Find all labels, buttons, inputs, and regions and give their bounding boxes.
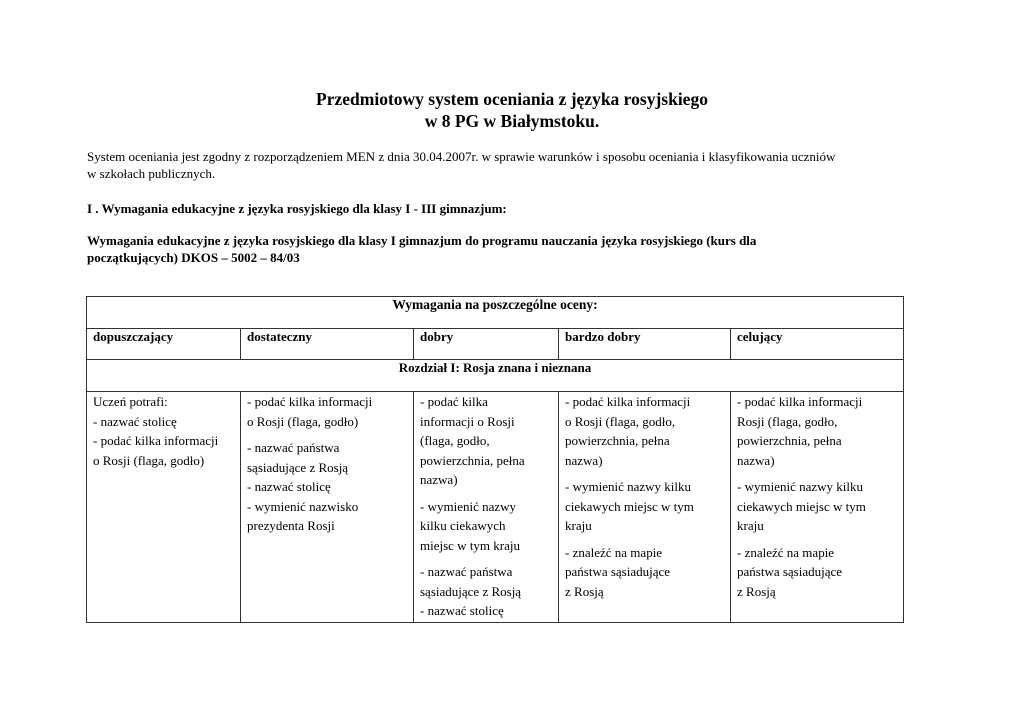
cell-line: - podać kilka informacji — [737, 394, 863, 409]
cell-line: kraju — [737, 518, 764, 533]
cell-line: - nazwać stolicę — [247, 479, 331, 494]
cell-line: miejsc w tym kraju — [420, 537, 521, 553]
cell-line: sąsiadujące z Rosją — [247, 459, 349, 475]
requirements-line: początkujących) DKOS – 5002 – 84/03 — [87, 250, 300, 265]
cell-line: - wymienić nazwy — [420, 498, 517, 514]
cell-line: - podać kilka informacji — [565, 394, 691, 409]
grade-bardzo-dobry: bardzo dobry — [559, 329, 731, 360]
cell-line: - wymienić nazwy kilku — [737, 479, 863, 494]
requirements-row — [87, 392, 904, 623]
cell-line: - nazwać stolicę — [93, 413, 177, 429]
grade-dostateczny: dostateczny — [241, 329, 414, 360]
cell-line: prezydenta Rosji — [247, 518, 335, 533]
grade-celujacy: celujący — [731, 329, 904, 360]
cell-line: o Rosji (flaga, godło) — [93, 452, 205, 468]
document-title-line-1: Przedmiotowy system oceniania z języka rosyjskiego — [316, 89, 708, 109]
chapter-row — [87, 360, 904, 392]
cell-line: ciekawych miejsc w tym — [737, 498, 866, 514]
cell-line: - nazwać państwa — [420, 564, 513, 579]
cell-line: - wymienić nazwisko — [247, 498, 359, 514]
document-title-line-2: w 8 PG w Białymstoku. — [424, 111, 600, 131]
cell-line: nazwa) — [420, 472, 458, 487]
requirements-heading — [87, 232, 947, 266]
cell-line: państwa sąsiadujące — [737, 564, 843, 579]
cell-line: - znaleźć na mapie — [737, 544, 835, 560]
cell-line: kraju — [565, 518, 592, 533]
table-header-row — [87, 297, 904, 329]
cell-dobry — [414, 392, 559, 623]
cell-line: z Rosją — [737, 583, 776, 599]
cell-line: (flaga, godło, — [420, 433, 490, 448]
table-header: Wymagania na poszczególne oceny: — [87, 297, 904, 329]
cell-line: Uczeń potrafi: — [93, 394, 168, 409]
grades-row — [87, 329, 904, 360]
cell-line: powierzchnia, pełna — [737, 433, 842, 448]
cell-dostateczny — [241, 392, 414, 623]
cell-line: nazwa) — [737, 452, 775, 468]
cell-line: - podać kilka informacji — [247, 394, 373, 409]
cell-line: - podać kilka — [420, 394, 488, 409]
cell-line: kilku ciekawych — [420, 518, 506, 533]
cell-line: o Rosji (flaga, godło) — [247, 413, 359, 429]
cell-line: z Rosją — [565, 583, 604, 599]
intro-line: w szkołach publicznych. — [87, 166, 216, 181]
cell-celujacy — [731, 392, 904, 623]
cell-line: informacji o Rosji — [420, 413, 515, 429]
section-heading: I . Wymagania edukacyjne z języka rosyjskiego dla klasy I - III gimnazjum: — [87, 201, 507, 216]
cell-bardzo-dobry — [559, 392, 731, 623]
cell-line: - wymienić nazwy kilku — [565, 479, 691, 494]
cell-line: Rosji (flaga, godło, — [737, 413, 838, 429]
intro-paragraph — [87, 148, 947, 182]
requirements-line: Wymagania edukacyjne z języka rosyjskiego dla klasy I gimnazjum do programu nauczania języka rosyjskiego (kurs dla — [87, 233, 757, 248]
grade-dopuszczajacy: dopuszczający — [87, 329, 241, 360]
cell-line: sąsiadujące z Rosją — [420, 583, 522, 599]
cell-line: powierzchnia, pełna — [420, 452, 525, 468]
cell-line: powierzchnia, pełna — [565, 433, 670, 448]
cell-line: - znaleźć na mapie — [565, 544, 663, 560]
cell-line: o Rosji (flaga, godło, — [565, 413, 676, 429]
cell-line: nazwa) — [565, 452, 603, 468]
cell-line: państwa sąsiadujące — [565, 564, 671, 579]
grade-dobry: dobry — [414, 329, 559, 360]
cell-line: ciekawych miejsc w tym — [565, 498, 694, 514]
cell-line: - nazwać państwa — [247, 440, 340, 455]
cell-dopuszczajacy — [87, 392, 241, 623]
cell-line: - podać kilka informacji — [93, 433, 219, 448]
cell-line: - nazwać stolicę — [420, 603, 504, 618]
intro-line: System oceniania jest zgodny z rozporządzeniem MEN z dnia 30.04.2007r. w sprawie warunków i sposobu oceniania i klasyfikowania uczniów — [87, 149, 836, 164]
grading-requirements-table — [86, 296, 904, 623]
chapter-title: Rozdział I: Rosja znana i nieznana — [87, 360, 904, 392]
